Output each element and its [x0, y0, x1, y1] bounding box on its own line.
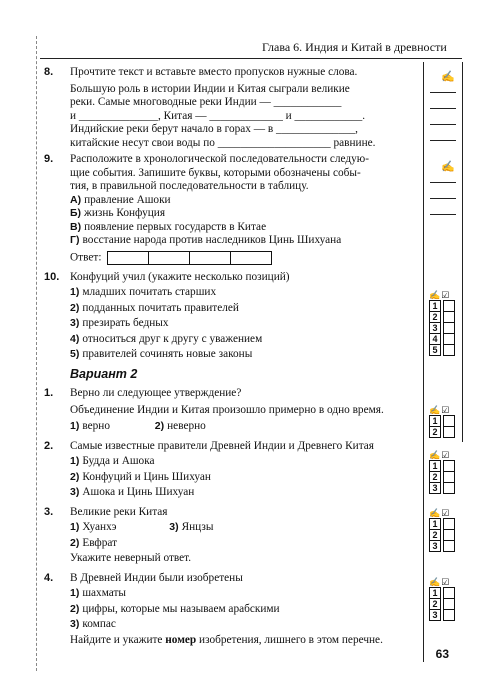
- option-label: 3): [70, 486, 80, 499]
- answer-choices-v2: ✍☑ 1 2 3: [429, 450, 455, 493]
- question-prompt: щие события. Запишите буквы, которыми обозначены собы-: [70, 166, 361, 179]
- answer-margin: [423, 62, 464, 662]
- option-label: 2): [70, 301, 80, 314]
- pen-check-icon: ✍☑: [429, 508, 451, 518]
- option-text: жизнь Конфуция: [84, 207, 166, 219]
- option-label: 2): [70, 470, 80, 483]
- option-text: относиться друг к другу с уважением: [82, 332, 263, 345]
- option-text: неверно: [167, 420, 206, 433]
- pen-icon: ✍: [441, 71, 455, 83]
- variant2-question-2: [44, 440, 424, 500]
- write-line[interactable]: [430, 182, 456, 183]
- variant-heading: Вариант 2: [70, 366, 138, 381]
- variant2-question-1: [44, 387, 424, 434]
- option-text: восстание народа против наследников Цинь Шихуана: [82, 234, 342, 246]
- write-line[interactable]: [430, 92, 456, 93]
- write-line[interactable]: [430, 214, 456, 215]
- answer-choices-v4: ✍☑ 1 2 3: [429, 577, 455, 620]
- write-line[interactable]: [430, 140, 456, 141]
- answer-table[interactable]: [108, 251, 272, 265]
- question-number: 3.: [44, 505, 54, 518]
- option-label: Б): [70, 207, 82, 219]
- question-number: 2.: [44, 439, 54, 452]
- write-line[interactable]: [430, 198, 456, 199]
- question-prompt: В Древней Индии были изобретены: [70, 571, 243, 584]
- option-text: верно: [82, 420, 110, 433]
- question-prompt: Прочтите текст и вставьте вместо пропусков нужные слова.: [70, 66, 358, 78]
- option-label: 1): [70, 455, 80, 468]
- option: [70, 207, 424, 221]
- question-number: 10.: [44, 270, 60, 283]
- option-label: Г): [70, 234, 80, 246]
- question-9: [44, 153, 424, 265]
- option-text: Хуанхэ: [82, 521, 117, 534]
- page-header: Глава 6. Индия и Китай в древности: [262, 40, 447, 54]
- option-text: правителей сочинять новые законы: [82, 348, 253, 361]
- option: [70, 234, 424, 248]
- option-label: 1): [70, 587, 80, 600]
- option-text: подданных почитать правителей: [82, 301, 239, 314]
- option-label: В): [70, 220, 82, 233]
- question-prompt: Великие реки Китая: [70, 505, 168, 518]
- question-number: 8.: [44, 66, 54, 78]
- option-text: шахматы: [82, 587, 127, 600]
- option-label: 1): [70, 521, 80, 534]
- fill-text-line[interactable]: китайские несут свои воды по ____________________ равнине.: [70, 136, 376, 149]
- answer-choices-v3: ✍☑ 1 2 3: [429, 508, 455, 551]
- answer-label: Ответ:: [70, 251, 102, 264]
- fill-text-line[interactable]: Индийские реки берут начало в горах — в ______________,: [70, 123, 358, 135]
- option-label: 4): [70, 332, 80, 345]
- fill-text-line[interactable]: и ______________, Китая — _____________ и ____________.: [70, 109, 366, 122]
- option-label: 3): [70, 618, 80, 631]
- question-prompt: Расположите в хронологической последовательности следую-: [70, 153, 369, 165]
- answer-checkbox[interactable]: [443, 426, 455, 438]
- option-label: 3): [169, 521, 179, 534]
- instruction: Укажите неверный ответ.: [70, 552, 192, 565]
- variant2-question-4: [44, 572, 424, 648]
- margin-rule: [462, 62, 463, 442]
- pen-check-icon: ✍☑: [429, 450, 451, 460]
- answer-cell[interactable]: [230, 251, 272, 265]
- answer-cell[interactable]: [189, 251, 231, 265]
- option-text: младших почитать старших: [82, 286, 217, 299]
- question-8: [44, 66, 424, 150]
- answer-checkbox[interactable]: [443, 609, 455, 621]
- instruction: Найдите и укажите номер изобретения, лишнего в этом перечне.: [70, 633, 383, 646]
- write-line[interactable]: [430, 124, 456, 125]
- question-number: 4.: [44, 571, 54, 584]
- answer-cell[interactable]: [107, 251, 149, 265]
- option-text: Евфрат: [82, 536, 118, 549]
- question-number: 1.: [44, 387, 54, 400]
- statement: Объединение Индии и Китая произошло примерно в одно время.: [70, 403, 384, 416]
- write-line[interactable]: [430, 108, 456, 109]
- answer-checkbox[interactable]: [443, 540, 455, 552]
- answer-cell[interactable]: [148, 251, 190, 265]
- option-text: Будда и Ашока: [82, 455, 155, 468]
- question-prompt: Конфуций учил (укажите несколько позиций): [70, 270, 290, 283]
- option-label: 1): [70, 420, 80, 433]
- pen-check-icon: ✍☑: [429, 577, 451, 587]
- option-text: Ашока и Цинь Шихуан: [82, 486, 195, 499]
- page-content: [44, 66, 424, 650]
- answer-checkbox[interactable]: [443, 482, 455, 494]
- fill-text-line: Большую роль в истории Индии и Китая сыграли великие: [70, 82, 350, 95]
- variant2-question-3: [44, 506, 424, 566]
- option-text: презирать бедных: [82, 317, 169, 330]
- fill-text-line[interactable]: реки. Самые многоводные реки Индии — ____________: [70, 96, 342, 108]
- answer-checkbox[interactable]: [443, 344, 455, 356]
- answer-row: [70, 251, 424, 265]
- option-label: 1): [70, 286, 80, 299]
- cut-line: [36, 36, 37, 671]
- option-text: правление Ашоки: [84, 193, 171, 206]
- question-10: [44, 271, 424, 362]
- option-label: А): [70, 193, 82, 206]
- option-label: 2): [70, 536, 80, 549]
- option-label: 3): [70, 317, 80, 330]
- option-text: компас: [82, 618, 116, 631]
- question-prompt: тия, в правильной последовательности в таблицу.: [70, 180, 309, 192]
- pen-check-icon: ✍☑: [429, 290, 451, 300]
- option: [70, 221, 424, 235]
- pen-check-icon: ✍☑: [429, 405, 451, 415]
- answer-choices-v1: ✍☑ 1 2: [429, 405, 455, 437]
- option-label: 2): [70, 602, 80, 615]
- pen-icon: ✍: [441, 161, 455, 173]
- option-label: 5): [70, 348, 80, 361]
- question-prompt: Верно ли следующее утверждение?: [70, 387, 242, 400]
- option-text: Янцзы: [181, 521, 214, 534]
- answer-choices-q10: ✍☑ 1 2 3 4 5: [429, 290, 455, 355]
- header-rule: [40, 58, 462, 59]
- option: [70, 194, 424, 208]
- page-number: 63: [435, 647, 449, 661]
- option-text: появление первых государств в Китае: [84, 220, 267, 233]
- option-label: 2): [154, 420, 165, 433]
- question-prompt: Самые известные правители Древней Индии и Древнего Китая: [70, 439, 374, 452]
- question-number: 9.: [44, 153, 54, 165]
- option-text: Конфуций и Цинь Шихуан: [82, 470, 211, 483]
- option-text: цифры, которые мы называем арабскими: [82, 602, 280, 615]
